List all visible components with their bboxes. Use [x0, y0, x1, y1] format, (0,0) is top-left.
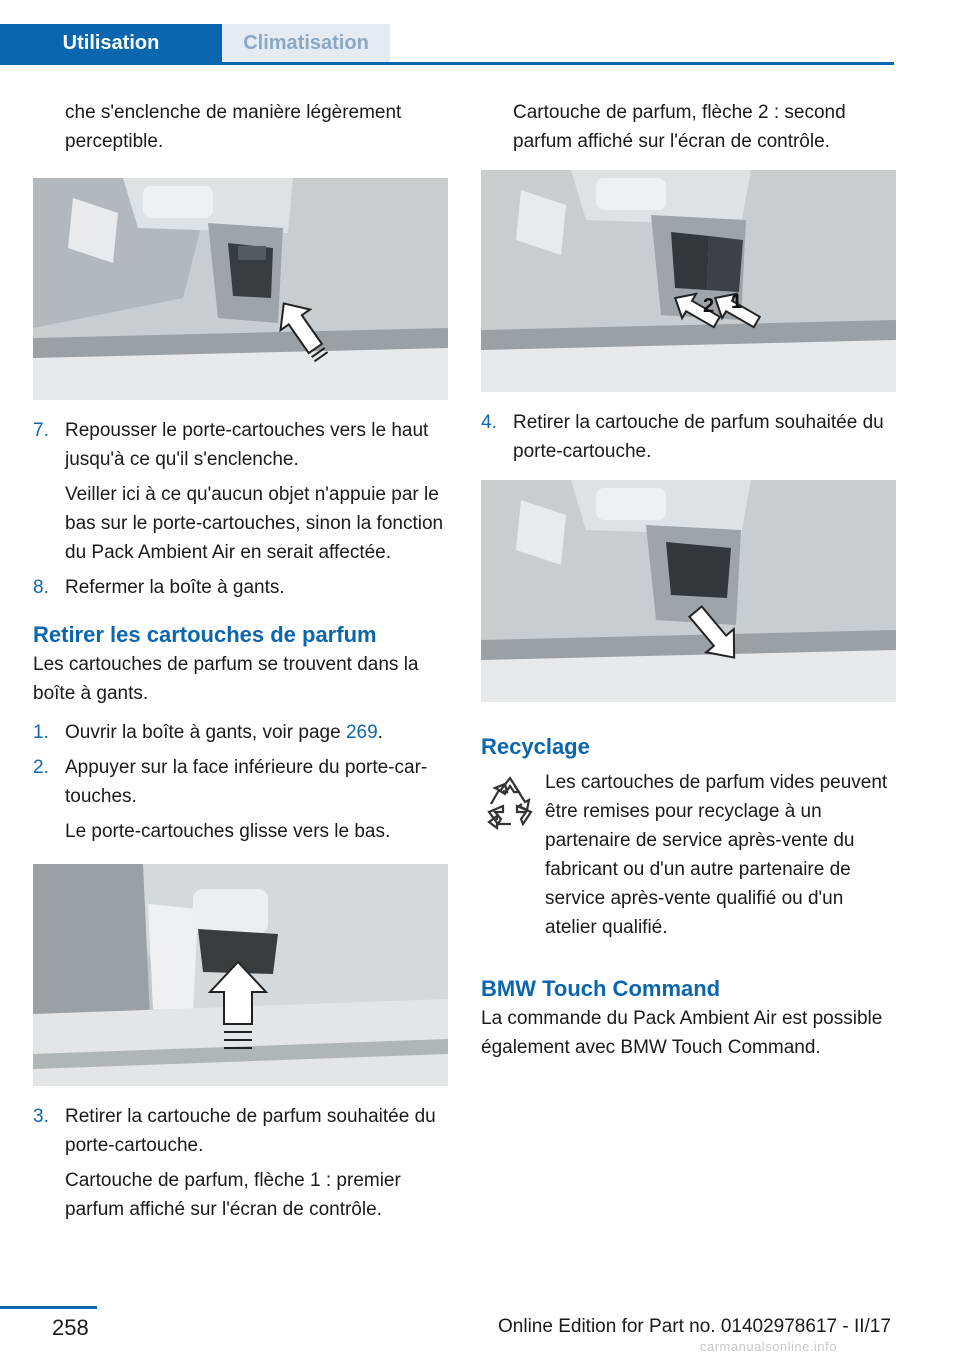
tab-utilisation[interactable]: Utilisation: [0, 24, 222, 62]
section-intro-text: Les cartouches de parfum se trouvent dans la boîte à gants.: [33, 654, 419, 704]
photo-cartridge-holder-press-bottom: [33, 864, 448, 1086]
list-item-step-2: [33, 753, 448, 846]
step-text: Repousser le porte-cartouches vers le haut jusqu'à ce qu'il s'enclenche.: [65, 420, 429, 470]
step-text: Ouvrir la boîte à gants, voir page: [65, 722, 346, 743]
arrow-label-2: 2: [703, 295, 715, 317]
step-number: 7.: [33, 420, 49, 441]
section-heading-retirer: Retirer les cartouches de parfum: [33, 622, 377, 647]
page-reference-link[interactable]: 269: [345, 722, 378, 743]
step-text: Retirer la cartouche de parfum souhaitée du porte-cartouche.: [65, 1106, 436, 1156]
touch-command-text: La commande du Pack Ambient Air est possible également avec BMW Touch Command.: [481, 1008, 883, 1058]
page-number: 258: [52, 1315, 89, 1340]
footer-rule: [0, 1306, 97, 1309]
tab-climatisation[interactable]: Climatisation: [222, 24, 390, 62]
step-note: Veiller ici à ce qu'aucun objet n'appuie par le bas sur le porte-cartouches, sinon la fonction du Pack Ambient Air en serait affectée.: [65, 484, 444, 563]
step-number: 2.: [33, 757, 49, 778]
list-item-step-8: [33, 573, 448, 602]
edition-text: Online Edition for Part no. 01402978617 - II/17: [498, 1316, 891, 1337]
steps-3: [33, 1102, 448, 1224]
photo-cartridge-removal: [481, 480, 896, 702]
recycle-icon: [481, 772, 539, 830]
intro-text: che s'enclenche de manière légèrement perceptible.: [65, 102, 402, 152]
photo-cartridge-holder-push-up: [33, 178, 448, 400]
step-number: 8.: [33, 577, 49, 598]
list-item-step-4: [481, 408, 896, 466]
step-note: Le porte-cartouches glisse vers le bas.: [65, 821, 391, 842]
step-note: Cartouche de parfum, flèche 1 : premier parfum affiché sur l'écran de contrôle.: [65, 1170, 401, 1220]
step-text: Refermer la boîte à gants.: [65, 577, 285, 598]
recycle-block: [481, 768, 896, 942]
step-number: 1.: [33, 722, 49, 743]
step-text-end: .: [377, 722, 383, 743]
left-column: [33, 98, 448, 1224]
photo-cartridges-arrows-1-2: [481, 170, 896, 392]
intro-text: Cartouche de parfum, flèche 2 : second parfum affiché sur l'écran de contrôle.: [513, 102, 846, 152]
step-text: Retirer la cartouche de parfum souhaitée du porte-cartouche.: [513, 412, 884, 462]
list-item-step-3: [33, 1102, 448, 1224]
recycle-text: Les cartouches de parfum vides peuvent être remises pour recyclage à un partenaire de service après-vente du fabricant ou d'un autre partenaire de service après-vente qualifié ou d'un atelier qualifié.: [545, 772, 888, 938]
watermark: carmanualsonline.info: [700, 1339, 837, 1354]
list-item-step-7: [33, 416, 448, 567]
list-item-step-1: [33, 718, 448, 747]
step-text: Appuyer sur la face inférieure du porte-cartouches.: [65, 757, 428, 807]
steps-4: [481, 408, 896, 466]
steps-1-2: [33, 718, 448, 846]
right-column: [481, 98, 896, 1062]
header-tabs: [0, 24, 894, 65]
step-number: 3.: [33, 1106, 49, 1127]
section-heading-touch-command: BMW Touch Command: [481, 976, 721, 1001]
arrow-label-1: 1: [731, 291, 743, 313]
step-number: 4.: [481, 412, 497, 433]
steps-7-8: [33, 416, 448, 602]
section-heading-recyclage: Recyclage: [481, 734, 590, 759]
